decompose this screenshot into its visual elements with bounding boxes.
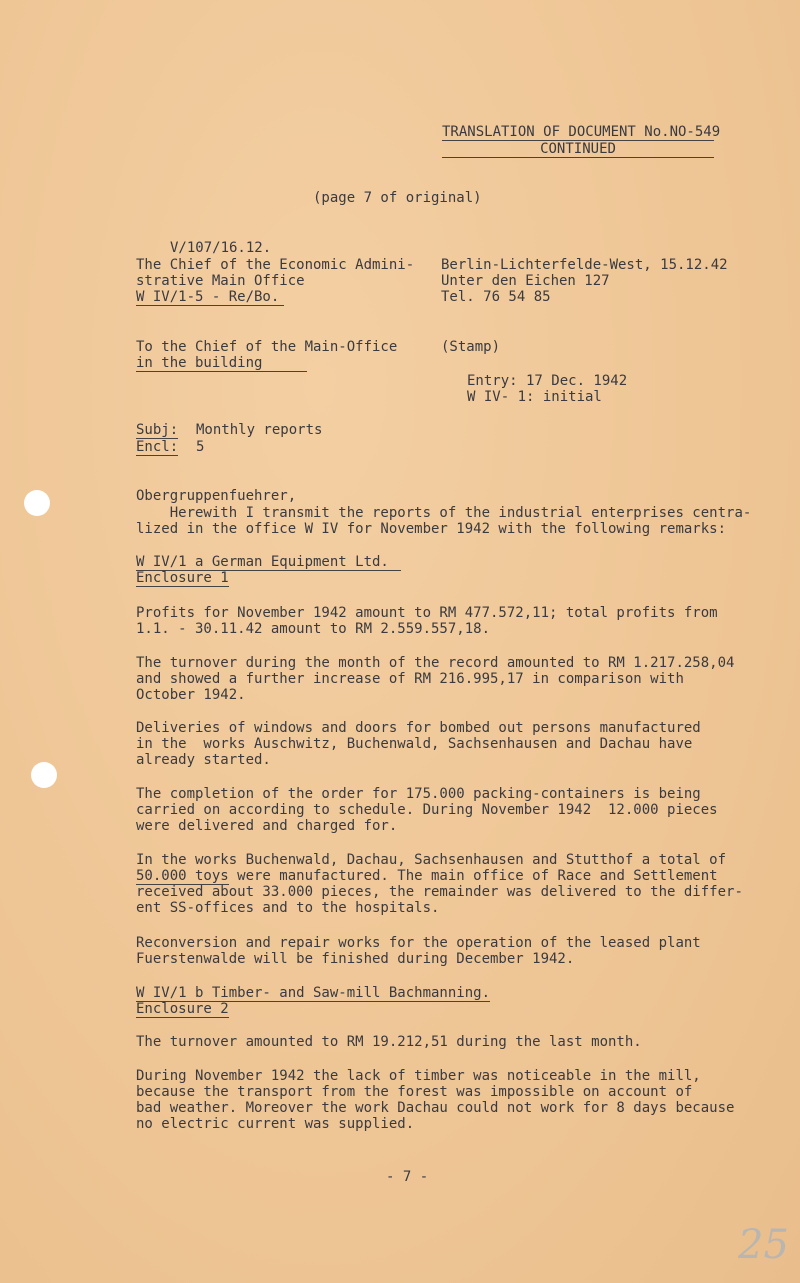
reconversion-line-2: Fuerstenwalde will be finished during December 1942. — [136, 951, 575, 967]
profits-line-1: Profits for November 1942 amount to RM 477.572,11; total profits from — [136, 605, 718, 621]
section-2-title: W IV/1 b Timber- and Saw-mill Bachmanning. — [136, 985, 491, 1001]
deliveries-line-3: already started. — [136, 752, 271, 768]
punch-hole-top — [24, 490, 50, 516]
toys-quantity: 50.000 toys — [136, 868, 229, 884]
containers-line-2: carried on according to schedule. During November 1942 12.000 pieces — [136, 802, 718, 818]
deliveries-line-2: in the works Auschwitz, Buchenwald, Sachsenhausen and Dachau have — [136, 736, 693, 752]
page-number: - 7 - — [386, 1169, 429, 1185]
stamp-entry: Entry: 17 Dec. 1942 — [467, 373, 628, 389]
timber-line-2: because the transport from the forest was impossible on account of — [136, 1084, 693, 1100]
translation-heading: TRANSLATION OF DOCUMENT No.NO-549 — [442, 124, 721, 140]
turnover-line-2: and showed a further increase of RM 216.995,17 in comparison with — [136, 671, 684, 687]
containers-line-1: The completion of the order for 175.000 packing-containers is being — [136, 786, 701, 802]
page-reference: (page 7 of original) — [313, 190, 482, 206]
recipient-line-1: To the Chief of the Main-Office — [136, 339, 398, 355]
timber-line-3: bad weather. Moreover the work Dachau could not work for 8 days because — [136, 1100, 735, 1116]
sender-line-1: The Chief of the Economic Admini- — [136, 257, 415, 273]
section-2-enclosure: Enclosure 2 — [136, 1001, 229, 1017]
telephone: Tel. 76 54 85 — [441, 289, 551, 305]
toys-line-2-rest: were manufactured. The main office of Race and Settlement — [228, 868, 718, 884]
enclosure-label: Encl: — [136, 439, 179, 455]
file-reference: V/107/16.12. — [170, 240, 272, 256]
turnover-line-1: The turnover during the month of the record amounted to RM 1.217.258,04 — [136, 655, 735, 671]
containers-line-3: were delivered and charged for. — [136, 818, 398, 834]
toys-line-1: In the works Buchenwald, Dachau, Sachsenhausen and Stutthof a total of — [136, 852, 727, 868]
section-1-title: W IV/1 a German Equipment Ltd. — [136, 554, 401, 571]
punch-hole-bottom — [31, 762, 57, 788]
profits-line-2: 1.1. - 30.11.42 amount to RM 2.559.557,18. — [136, 621, 491, 637]
reconversion-line-1: Reconversion and repair works for the operation of the leased plant — [136, 935, 701, 951]
enclosure-value: 5 — [196, 439, 205, 455]
turnover-line-3: October 1942. — [136, 687, 246, 703]
handwritten-page-number: 25 — [738, 1222, 789, 1268]
subject-label: Subj: — [136, 422, 179, 438]
address-line-1: Berlin-Lichterfelde-West, 15.12.42 — [441, 257, 728, 273]
stamp-label: (Stamp) — [441, 339, 501, 355]
toys-line-3: received about 33.000 pieces, the remainder was delivered to the differ- — [136, 884, 743, 900]
address-line-2: Unter den Eichen 127 — [441, 273, 610, 289]
intro-line-2: lized in the office W IV for November 1942 with the following remarks: — [136, 521, 727, 537]
recipient-line-2: in the building — [136, 355, 307, 372]
timber-line-4: no electric current was supplied. — [136, 1116, 415, 1132]
deliveries-line-1: Deliveries of windows and doors for bombed out persons manufactured — [136, 720, 701, 736]
stamp-initial: W IV- 1: initial — [467, 389, 602, 405]
sender-line-2: strative Main Office — [136, 273, 305, 289]
timber-turnover: The turnover amounted to RM 19.212,51 during the last month. — [136, 1034, 642, 1050]
intro-line-1: Herewith I transmit the reports of the industrial enterprises centra- — [136, 505, 752, 521]
sender-reference: W IV/1-5 - Re/Bo. — [136, 289, 284, 306]
continued-label: CONTINUED — [442, 141, 714, 158]
section-1-enclosure: Enclosure 1 — [136, 570, 229, 586]
salutation: Obergruppenfuehrer, — [136, 488, 297, 504]
toys-line-4: ent SS-offices and to the hospitals. — [136, 900, 440, 916]
subject-value: Monthly reports — [196, 422, 323, 438]
timber-line-1: During November 1942 the lack of timber was noticeable in the mill, — [136, 1068, 701, 1084]
toys-line-2 — [136, 868, 718, 884]
